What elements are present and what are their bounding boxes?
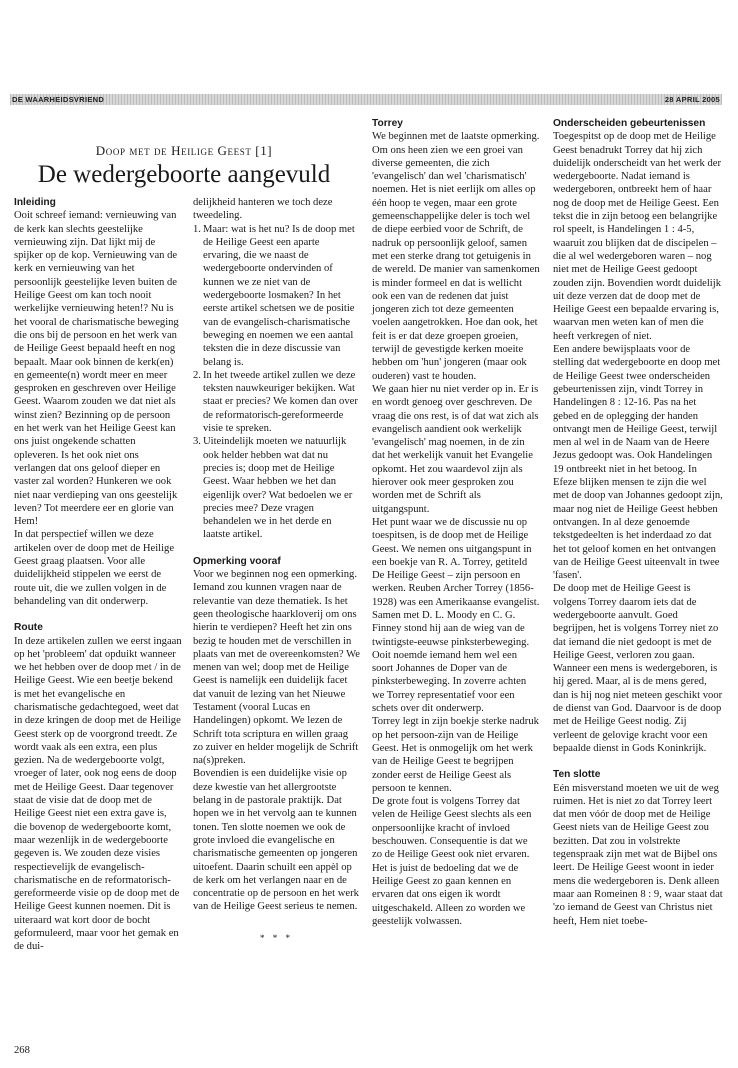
publication-name: DE WAARHEIDSVRIEND	[12, 95, 105, 104]
paragraph-punt: Het punt waar we de discussie nu op toespitsen, is de doop met de Heilige Geest. We nemen ons uitgangspunt in een boekje van R. A. Torrey, getiteld De Heilige Geest – zijn persoon en werken. Reuben Archer Torrey (1856-1928) was een Amerikaanse evangelist. Samen met D. L. Moody en C. G. Finney stond hij aan de wieg van de twintigste-eeuwse pinksterbeweging. Ooit noemde iemand hem wel een soort Johannes de Doper van de pinksterbeweging. In zoverre achten we Torrey representatief voor een schets over dit onderwerp.	[372, 516, 540, 715]
heading-onderscheiden: Onderscheiden gebeurtenissen	[553, 118, 706, 129]
page-number: 268	[14, 1045, 30, 1056]
paragraph-misverstand: Eén misverstand moeten we uit de weg ruimen. Het is niet zo dat Torrey leert dat men vóór de doop met de Heilige Geest niets van de Heilige Geest zou bezitten. Dat zou in volstrekte tegenspraak zijn met wat de Bijbel ons leert. De Heilige Geest woont in ieder mens die wedergeboren is. Denk alleen maar aan Romeinen 8 : 9, waar staat dat 'zo iemand de Geest van Christus niet heeft, Hem niet toebe-	[553, 782, 723, 927]
paragraph-verder: We gaan hier nu niet verder op in. Er is en wordt genoeg over geschreven. De vraag die ons rest, is of dat wat zich als evangelisch aandient ook werkelijk 'evangelisch' mag noemen, in de zin dat het werkelijk vanuit het Evangelie opkomt. Het zou waardevol zijn als hierover ook meer gesproken zou worden met de Schrift als uitgangspunt.	[372, 383, 539, 515]
section-divider: * * *	[260, 932, 293, 943]
heading-route: Route	[14, 622, 43, 634]
paragraph-opmerking: Voor we beginnen nog een opmerking. Iemand zou kunnen vragen naar de relevantie van deze thematiek. Is het geen theologische haarkloverij om ons hierin te verdiepen? Heeft het zin ons bezig te houden met de verschillen in plaats van met de overeenkomsten? We menen van wel; doop met de Heilige Geest is namelijk een duidelijk facet dat vanuit de lezing van het Nieuwe Testament (vooral Lucas en Handelingen) opkomt. We lezen de Schrift tota scriptura en willen graag zo zuiver en helder mogelijk de Schrift na(s)preken.	[193, 569, 360, 767]
running-header	[10, 94, 722, 105]
list-item: 3. Uiteindelijk moeten we natuurlijk ook helder hebben wat dat nu precies is; doop met de Heilige Geest. Waar hebben we het dan eigenlijk over? Wat bedoelen we er precies mee? Deze vragen behandelen we in het derde en laatste artikel.	[193, 436, 353, 541]
paragraph-tweedeling: delijkheid hanteren we toch deze tweedeling.	[193, 197, 333, 222]
paragraph-perspectief: In dat perspectief willen we deze artikelen over de doop met de Heilige Geest graag plaatsen. Voor alle duidelijkheid stippelen we eerst de route uit, die we zullen volgen in de behandeling van dit onderwerp.	[14, 529, 175, 607]
article-title: De wedergeboorte aangevuld	[37, 161, 331, 188]
heading-tenslotte: Ten slotte	[553, 769, 601, 781]
paragraph-bewijs: Een andere bewijsplaats voor de stelling dat wedergeboorte en doop met de Heilige Geest twee onderscheiden gebeurtenissen zijn, vindt Torrey in Handelingen 8 : 12-16. Pas na het gebed en de oplegging der handen ontvangt men de Heilige Geest, terwijl men al wel in de Naam van de Heere Jezus gedoopt was. Ook Handelingen 19 ontbreekt niet in het betoog. In Efeze blijken mensen te zijn die wel met de doop van Johannes gedoopt zijn, maar nog niet de Heilige Geest hebben ontvangen. In al deze genoemde tekstgedeelten is het inderdaad zo dat het tot geloof komen en het ontvangen van de Heilige Geest uiteenvalt in twee 'fasen'.	[553, 344, 723, 582]
paragraph-route: In deze artikelen zullen we eerst ingaan op het 'probleem' dat opduikt wanneer we het hebben over de doop met / in de Heilige Geest. Wie een beetje bekend is met het evangelische en charismatische gedachtegoed, weet dat in deze kringen de doop met de Heilige Geest sterk op de voorgrond treedt. Ze wordt vaak als een extra, een plus gezien. Na de wedergeboorte volgt, vroeger of later, ook nog eens de doop met de Heilige Geest. Daar tegenover staat de visie dat de doop met de Heilige Geest niet een extra gave is, die bovenop de wedergeboorte komt, maar wezenlijk in de wedergeboorte gegeven is. We zouden deze visies respectievelijk de evangelisch-charismatische en de reformatorisch-gereformeerde visie op de doop met de Heilige Geest kunnen noemen. Dit is uiteraard wat kort door de bocht geformuleerd, maar voor het gemak en de dui-	[14, 635, 182, 953]
paragraph-fout: De grote fout is volgens Torrey dat velen de Heilige Geest slechts als een onpersoonlijke kracht of invloed beschouwen. Consequentie is dat we zo de Heilige Geest ook niet ervaren. Het is juist de bedoeling dat we de Heilige Geest zo gaan kennen en ervaren dat ons eigen ik wordt uitgeschakeld. Alleen zo worden we geestelijk volwassen.	[372, 796, 532, 927]
issue-date: 28 APRIL 2005	[664, 95, 720, 104]
heading-inleiding: Inleiding	[14, 197, 56, 208]
list-item: 2. In het tweede artikel zullen we deze teksten nauwkeuriger bekijken. Wat staat er precies? We komen dan over de reformatorisch-gereformeerde visie te spreken.	[193, 369, 358, 435]
series-title: Doop met de Heilige Geest [1]	[95, 143, 273, 158]
heading-opmerking: Opmerking vooraf	[193, 555, 281, 567]
column-2	[193, 196, 360, 945]
route-list	[193, 223, 360, 542]
paragraph-visie: Bovendien is een duidelijke visie op deze kwestie van het allergrootste belang in de pastorale praktijk. Dat hopen we in het vervolg aan te kunnen tonen. Ten slotte noemen we ook de grote invloed die evangelische en charismatische gemeenten op jongeren uitoefent. Daarin schuilt een appèl op de kerk om het verlangen naar en de concentratie op de persoon en het werk van de Heilige Geest serieus te nemen.	[193, 768, 359, 913]
paragraph-volgens: De doop met de Heilige Geest is volgens Torrey daarom iets dat de wedergeboorte aanvult. Goed begrijpen, het is volgens Torrey niet zo dat iemand die niet gedoopt is met de Heilige Geest, verloren zou gaan. Wanneer een mens is wedergeboren, is hij gered. Maar, al is de mens gered, dan is hij nog niet meteen geschikt voor de dienst van God. Daarvoor is de doop met de Heilige Geest nodig. Zij verleent de gelovige kracht voor een bepaalde dienst in Gods Koninkrijk.	[553, 583, 723, 754]
heading-torrey: Torrey	[372, 118, 403, 129]
paragraph-torrey: We beginnen met de laatste opmerking. Om ons heen zien we een groei van diverse gemeenten, die zich 'evangelisch' dan wel 'charismatisch' noemen. Het is niet eerlijk om alles op één hoop te vegen, maar een grote gemeenschappelijke deler is toch wel de diepe eerbied voor de Schrift, de nadruk op persoonlijk geloof, samen met een sterke drang tot getuigenis in de wereld. De manier van samenkomen is minder formeel en dat is wellicht ook een van de redenen dat juist jongeren zich tot deze gemeenten voelen aangetrokken. Hoe dan ook, het feit is er dat deze groepen groeien, terwijl de gevestigde kerken moeite hebben om 'hun' jongeren (maar ook ouderen) vast te houden.	[372, 131, 540, 382]
column-3	[372, 117, 540, 928]
paragraph-nadruk: Torrey legt in zijn boekje sterke nadruk op het persoon-zijn van de Heilige Geest. Het is onmogelijk om het werk van de Heilige Geest te begrijpen zonder eerst de Heilige Geest als persoon te kennen.	[372, 716, 539, 794]
column-4	[553, 117, 723, 928]
paragraph-inleiding: Ooit schreef iemand: vernieuwing van de kerk kan slechts geestelijke vernieuwing zijn. Dat lijkt mij de spijker op de kop. Vernieuwing van de kerk en vernieuwing van het persoonlijk geestelijke leven buiten de Heilige Geest om kan toch nooit werkelijke vernieuwing heten!? Nu is het vooral de charismatische beweging die ons bij de persoon en het werk van de Heilige Geest bepaald heeft en nog bepaalt. Maar ook binnen de kerk(en) en gemeente(n) wordt meer en meer gesproken en geschreven over Heilige Geest. Waarom zouden we dat niet als winst zien? Bezinning op de persoon en het werk van het Heilige Geest kan ons juist ongekende schatten opleveren. Is het ook niet ons verlangen dat ons geloof dieper en vaster zal worden? Hunkeren we ook niet naar verdieping van ons geestelijk leven? Tot meerdere eer en glorie van Hem!	[14, 210, 179, 528]
column-1	[14, 196, 182, 954]
list-item: 1. Maar: wat is het nu? Is de doop met de Heilige Geest een aparte ervaring, die we naast de wedergeboorte ondervinden of kunnen we ze niet van de wedergeboorte losmaken? In het eerste artikel schetsen we de positie van de evangelisch-charismatische beweging en noemen we een aantal teksten die in deze discussie van belang is.	[193, 223, 355, 368]
paragraph-toegespitst: Toegespitst op de doop met de Heilige Geest benadrukt Torrey dat hij zich duidelijk onderscheidt van het werk der wedergeboorte. Nadat iemand is wedergeboren, ontbreekt hem of haar nog de doop met de Heilige Geest. Een tekst die in zijn betoog een belangrijke rol speelt, is Handelingen 1 : 4-5, waaruit zou blijken dat de discipelen – die al wel wedergeboren waren – nog niet met de Heilige Geest gedoopt zouden zijn. Bovendien wordt duidelijk uit deze verzen dat de doop met de Heilige Geest een bepaalde ervaring is, waarvan men weten kan of men die heeft verkregen of niet.	[553, 131, 721, 342]
